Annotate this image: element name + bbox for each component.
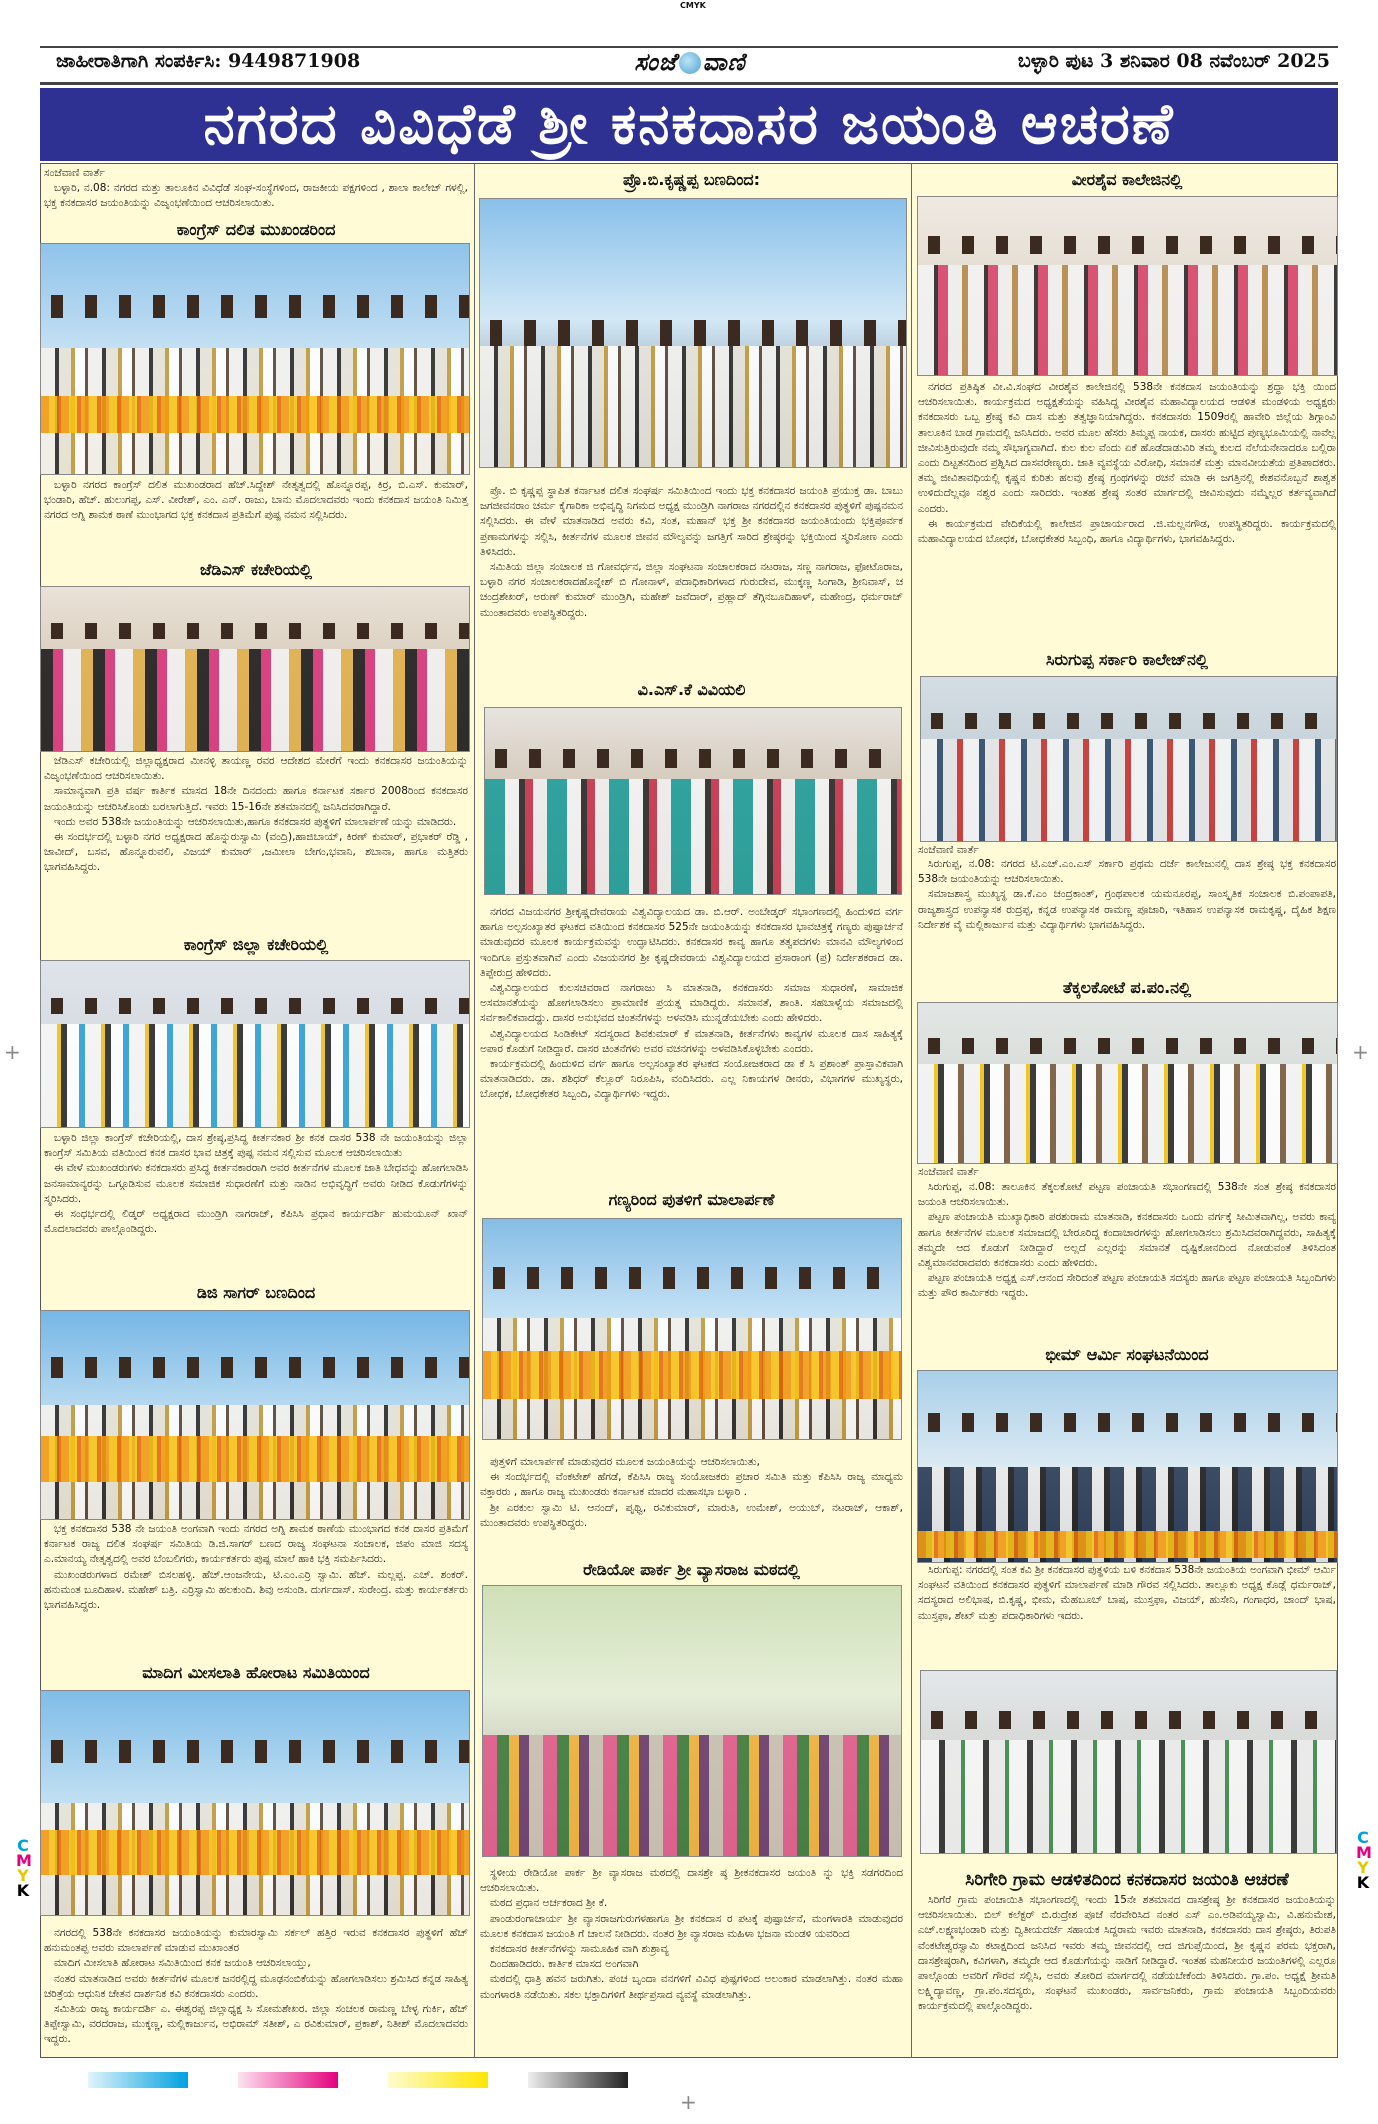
masthead-right: ವಾಣಿ [702,48,746,76]
photo-vyasaraja-matha [482,1585,902,1857]
article-body [44,478,468,524]
photo-tekkalakote-panchayat [917,1002,1338,1164]
section-headline: ಗಣ್ಯರಿಂದ ಪುತಳಿಗೆ ಮಾಲಾರ್ಪಣೆ [608,1190,775,1209]
paragraph: ಸಿರಿಗೆರೆ ಗ್ರಾಮ ಪಂಚಾಯಿತಿ ಸಭಾಂಗಣದಲ್ಲಿ ಇಂದು 15ನೇ ಶತಮಾನದ ದಾಸಶ್ರೇಷ್ಠ ಶ್ರೀ ಕನಕದಾಸರ ಜಯಂತಿಯನ್ನು ಆಚರಿಸಲಾಯಿತು. ಬಿಲ್ ಕಲೆಕ್ಟರ್ ಬಿ.ರುದ್ರೇಶ ಪೂಜೆ ನೆರವೇರಿಸಿದ ನಂತರ ಎಸ್ ಎಂ.ಅಡಿವಯ್ಯಸ್ವಾಮಿ, ವಿ.ಹನುಮೇಶ, ಎಚ್.ಲಕ್ಷ್ಮಣಭಂಡಾರಿ ಮತ್ತು ದ್ವಿತೀಯದರ್ಜೆ ಸಹಾಯಕ ಸಿದ್ದರಾಮ ಇವರು ಮಾತನಾಡಿ, ಕನಕದಾಸರು ದಾಸ ಶ್ರೇಷ್ಠರು, ತಿರುಪತಿ ವೆಂಕಟೇಶ್ವರಸ್ವಾಮಿ ಕಟಾಕ್ಷದಿಂದ ಜನಿಸಿದ ಇವರು ತಮ್ಮ ಜೀವನದಲ್ಲಿ ಆದ ಜಿಗುಪ್ಸೆಯಿಂದ, ಶ್ರೀ ಕೃಷ್ಣನ ಪರಮ ಭಕ್ತರಾಗಿ, ದಾಸಶ್ರೇಷ್ಠರಾಗಿ, ಕವಿಗಳಾಗಿ, ತಮ್ಮದೇ ಆದ ಕೊಡುಗೆಯನ್ನು ನಾಡಿಗೆ ನೀಡಿದ್ದಾರೆ. ಇಂತಹ ಮಹನೀಯರ ಜಯಂತಿಗಳಲ್ಲಿ ಎಲ್ಲರೂ ಪಾಲ್ಗೊಂಡು ಅವರಿಗೆ ಗೌರವ ಸಲ್ಲಿಸಿ, ಅವರು ತೋರಿದ ಮಾರ್ಗದಲ್ಲಿ ನಡೆಯಬೇಕೆಂದು ತಿಳಿಸಿದರು. ಗ್ರಾ.ಪಂ. ಅಧ್ಯಕ್ಷೆ ಶ್ರೀಮತಿ ಲಕ್ಷ್ಮಿದ್ಯಾವಣ್ಣ, ಗ್ರಾ.ಪಂ.ಸದಸ್ಯರು, ಸಂಘಟನೆ ಮುಖಂಡರು, ಸಾರ್ವಜನಿಕರು, ಗ್ರಾಮ ಪಂಚಾಯತಿ ಸಿಬ್ಬಂದಿಯವರು ಕಾರ್ಯಕ್ರಮದಲ್ಲಿ ಪಾಲ್ಗೊಂಡಿದ್ದರು. [918,1894,1336,2013]
paragraph: ಸಿರುಗುಪ್ಪ, ನ.08: ನಗರದ ಟಿ.ಎಚ್.ಎಂ.ಎಸ್ ಸರ್ಕಾರಿ ಪ್ರಥಮ ದರ್ಜೆ ಕಾಲೇಜುನಲ್ಲಿ ದಾಸ ಶ್ರೇಷ್ಠ ಭಕ್ತ ಕನಕದಾಸರ 538ನೇ ಜಯಂತಿಯನ್ನು ಆಚರಿಸಲಾಯಿತು. [918,858,1336,886]
section-headline: ವೀರಶೈವ ಕಾಲೇಜಿನಲ್ಲಿ [1071,170,1183,189]
cmyk-k: K [16,1881,30,1900]
cmyk-c: C [1357,1828,1369,1847]
photo-congress-dalit-leaders [40,243,470,475]
article-body [44,754,468,876]
article-body [918,857,1336,933]
paragraph: ವಿಶ್ವವಿದ್ಯಾಲಯದ ಸಿಂಡಿಕೇಟ್ ಸದಸ್ಯರಾದ ಶಿವಕುಮಾರ್ ಕೆ ಮಾತನಾಡಿ, ಕೀರ್ತನೆಗಳು ಕಾವ್ಯಗಳ ಮೂಲಕ ದಾಸ ಸಾಹಿತ್ಯಕ್ಕೆ ಅಪಾರ ಕೊಡುಗೆ ನೀಡಿದ್ದಾರೆ. ದಾಸರ ಚಿಂತನೆಗಳು ಅವರ ವಚನಗಳನ್ನು ಅಳವಡಿಸಿಕೊಳ್ಳಬೇಕು ಎಂದರು. [480,1027,903,1055]
paragraph: ಪಾಂಡುರಂಗಾಚಾರ್ಯ ಶ್ರೀ ವ್ಯಾಸರಾಜಗುರುಗಳಹಾಗೂ ಶ್ರೀ ಕನಕದಾಸ ರ ಪಟಕ್ಕೆ ಪುಷ್ಪಾರ್ಚನೆ, ಮಂಗಳಾರತಿ ಮಾಡುವುದರ ಮೂಲಕ ಕನಕದಾಸ ಜಯಂತಿ ಗೆ ಚಾಲನೆ ನೀಡಿದರು. ನಂತರ ಶ್ರೀ ವ್ಯಾಸರಾಜ ಮಹಿಳಾ ಭಜನಾ ಮಂಡಳಿ ಯವರಿಂದ [480,1912,903,1940]
black-color-bar [528,2072,628,2088]
article-body [918,1180,1336,1302]
paragraph: ಮಠದಲ್ಲಿ ಧಾತ್ರಿ ಹವನ ಜರುಗಿತು. ಪಂಚ ಬೃಂದಾ ವನಗಳಿಗೆ ವಿವಿಧ ಪುಷ್ಪಗಳಿಂದ ಅಲಂಕಾರ ಮಾಡಲಾಗಿತ್ತು. ನಂತರ ಮಹಾ ಮಂಗಳಾರತಿ ನಡೆಯಿತು. ಸಕಲ ಭಕ್ತಾದಿಗಳಿಗೆ ತೀರ್ಥಪ್ರಸಾದ ವ್ಯವಸ್ಥೆ ಮಾಡಲಾಗಿತ್ತು. [480,1973,903,2001]
photo-siruguppa-govt-college [920,676,1337,842]
paragraph: ಈ ಸಂದರ್ಭದಲ್ಲಿ ವೆಂಕಟೇಶ್ ಹೆಗಡೆ, ಕೆಪಿಸಿಸಿ ರಾಜ್ಯ ಸಂಯೋಜಕರು ಪ್ರಚಾರ ಸಮಿತಿ ಮತ್ತು ಕೆಪಿಸಿಸಿ ರಾಜ್ಯ ಮಾಧ್ಯಮ ವಕ್ತಾರರು , ಹಾಗೂ ರಾಜ್ಯ ಮುಖಂಡರು ಕರ್ನಾಟಕ ಮಾದರ ಮಹಾಸಭಾ ಬಳ್ಳಾರಿ . [480,1471,903,1499]
photo-bhim-army [917,1370,1338,1563]
paragraph: ಪಟ್ಟಣ ಪಂಚಾಯತಿ ಮುಖ್ಯಾಧಿಕಾರಿ ಪರಶುರಾಮ ಮಾತನಾಡಿ, ಕನಕದಾಸರು ಒಂದು ವರ್ಗಕ್ಕೆ ಸೀಮಿತವಾಗಿಲ್ಲ, ಅವರು ಕಾವ್ಯ ಹಾಗೂ ಕೀರ್ತನೆಗಳ ಮೂಲಕ ಸಮಾಜದಲ್ಲಿ ಬೇರೂರಿದ್ದ ಕಂದಾಚಾರಗಳನ್ನು ಹೋಗಲಾಡಿಸಲು ಶ್ರಮಿಸಿದವರಾಗಿದ್ದವರು, ಸಾಹಿತ್ಯಕ್ಕೆ ತಮ್ಮದೇ ಆದ ಕೊಡುಗೆ ನೀಡಿದ್ದಾರೆ ಅಲ್ಲದೆ ಎಲ್ಲರನ್ನು ಸಮಾನತೆ ದೃಷ್ಟಿಕೋನದಿಂದ ನೋಡುವಂತೆ ತಿಳಿಸಿದಂತ ವಿಶ್ವಮಾನವರಾದವರು ಕನಕದಾಸರು ಎಂದು ಹೇಳಿದರು. [918,1211,1336,1270]
paragraph: ಮುಖಂಡರುಗಳಾದ ರಮೇಶ್ ಬಿಸಲಹಳ್ಳಿ. ಹೆಚ್.ಆಂಜನೇಯ, ಟಿ.ಎಂ.ಎರ್ರಿ ಸ್ವಾಮಿ. ಹೆಚ್. ಮಲ್ಲಪ್ಪ. ಎಚ್. ಶಂಕರ್. ಹನುಮಂತ ಬೂದಿಹಾಳ. ಮಹೇಶ್ ಬತ್ರಿ. ಎರ್ರಿಸ್ವಾಮಿ ಹಲಕುಂದಿ. ಶಿವು ಅಸುಂಡಿ. ದುರ್ಗದಾಸ್. ಸುರೇಂದ್ರ. ಮತ್ತು ಕಾರ್ಯಕರ್ತರು ಭಾಗವಹಿಸಿದ್ದರು. [44,1568,468,1612]
article-body [918,1893,1336,2015]
section-headline: ಕಾಂಗ್ರೆಸ್ ಜಿಲ್ಲಾ ಕಚೇರಿಯಲ್ಲಿ [183,935,329,954]
paragraph: ಸಮಿತಿಯ ರಾಜ್ಯ ಕಾರ್ಯದರ್ಶಿ ಎ. ಈಶ್ವರಪ್ಪ ಜಿಲ್ಲಾಧ್ಯಕ್ಷ ಸಿ ಸೋಮಶೇಖರ. ಜಿಲ್ಲಾ ಸಂಚಲಕ ರಾಮಣ್ಣ ಬೇಳ್ಳ ಗುರ್ಕಿ, ಹೆಚ್ ತಿಪ್ಪೇಸ್ವಾಮಿ, ವರದರಾಜ, ಮುಕ್ಕಣ್ಣ, ಮಲ್ಲಿಕಾರ್ಜುನ, ಅಭಿರಾಮ್ ಸತೀಶ್, ಎ ರವಿಕುಮಾರ್, ಪ್ರಕಾಶ್, ನಿತೀಶ್ ಮೊದಲಾದವರು ಇದ್ದರು. [44,2003,468,2046]
paragraph: ನಗರದಲ್ಲಿ 538ನೇ ಕನಕದಾಸರ ಜಯಂತಿಯನ್ನು ಕುಮಾರಸ್ವಾಮಿ ಸರ್ಕಲ್ ಹತ್ತಿರ ಇರುವ ಕನಕದಾಸರ ಪುತ್ಥಳಿಗೆ ಹೆಚ್ ಹನುಮಂತಪ್ಪ ಅವರು ಮಾಲಾರ್ಪಣೆ ಮಾಡುವ ಮುಖಾಂತರ [44,1927,468,1955]
paragraph: ಪುತ್ತಳಿಗೆ ಮಾಲಾರ್ಪಣೆ ಮಾಡುವುದರ ಮೂಲಕ ಜಯಂತಿಯನ್ನು ಆಚರಿಸಲಾಯಿತು, [490,1456,760,1468]
section-headline: ಕಾಂಗ್ರೆಸ್ ದಲಿತ ಮುಖಂಡರಿಂದ [176,220,336,239]
section-headline: ಡಿಜಿ ಸಾಗರ್ ಬಣದಿಂದ [196,1283,316,1302]
paragraph: ಸಿರುಗುಪ್ಪ, ನ.08: ತಾಲೂಕಿನ ತೆಕ್ಕಲಕೋಟೆ ಪಟ್ಟಣ ಪಂಚಾಯತಿ ಸಭಾಂಗಣದಲ್ಲಿ 538ನೇ ಸಂತ ಶ್ರೇಷ್ಠ ಕನಕದಾಸರ ಜಯಂತಿ ಆಚರಿಸಲಾಯಿತು. [918,1181,1336,1209]
paragraph: ಕಾರ್ಯಕ್ರಮದಲ್ಲಿ ಹಿಂದುಳಿದ ವರ್ಗ ಹಾಗೂ ಅಲ್ಪಸಂಖ್ಯಾತರ ಘಟಕದ ಸಂಯೋಜಕರಾದ ಡಾ ಕೆ ಸಿ ಪ್ರಶಾಂತ್ ಪ್ರಾಸ್ತಾವಿಕವಾಗಿ ಮಾತನಾಡಿದರು. ಡಾ. ಶಶಿಧರ್ ಕೆಲ್ಲೂರ್ ನಿರೂಪಿಸಿ, ವಂದಿಸಿದರು. ಎಲ್ಲ ನಿಕಾಯಗಳ ಡೀನರು, ವಿಭಾಗಗಳ ಮುಖ್ಯಸ್ಥರು, ಬೋಧಕ, ಬೋಧಕೇತರ ಸಿಬ್ಬಂದಿ, ವಿದ್ಯಾರ್ಥಿಗಳು ಇದ್ದರು. [480,1058,903,1101]
section-headline: ಪ್ರೊ.ಬಿ.ಕೃಷ್ಣಪ್ಪ ಬಣದಿಂದ: [622,170,761,189]
paragraph: ಸ್ಥಳೀಯ ರೇಡಿಯೋ ಪಾರ್ಕ ಶ್ರೀ ವ್ಯಾಸರಾಜ ಮಠದಲ್ಲಿ ದಾಸಶ್ರೇ ಷ್ಠ ಶ್ರೀಕನಕದಾಸರ ಜಯಂತಿ ನ್ನು ಭಕ್ತಿ ಸಡಗರದಿಂದ ಆಚರಿಸಲಾಯಿತು. [480,1867,903,1895]
registration-mark: + [1352,1040,1369,1064]
cyan-color-bar [88,2072,188,2088]
dateline: ಸಂಜೆವಾಣಿ ವಾರ್ತೆ [918,1166,979,1178]
article-body [44,1131,468,1237]
cmyk-c: C [17,1836,29,1855]
paragraph: ಬಳ್ಳಾರಿ ಜಿಲ್ಲಾ ಕಾಂಗ್ರೆಸ್ ಕಚೇರಿಯಲ್ಲಿ, ದಾಸ ಶ್ರೇಷ್ಠ,ಪ್ರಸಿದ್ಧ ಕೀರ್ತನಕಾರ ಶ್ರೀ ಕನಕ ದಾಸರ 538 ನೇ ಜಯಂತಿಯನ್ನು ಜಿಲ್ಲಾ ಕಾಂಗ್ರೆಸ್ ಸಮಿತಿಯ ವತಿಯಿಂದ ಕನಕ ದಾಸರ ಭಾವ ಚಿತ್ರಕ್ಕೆ ಪುಷ್ಪ ನಮನ ಸಲ್ಲಿಸುವ ಮೂಲಕ ಆಚರಿಸಲಾಯಿತು [44,1132,468,1160]
section-headline: ಸಿರಿಗೇರಿ ಗ್ರಾಮ ಆಡಳಿತದಿಂದ ಕನಕದಾಸರ ಜಯಂತಿ ಆಚರಣೆ [965,1870,1289,1890]
paragraph: ಪ್ರೊ. ಬಿ ಕೃಷ್ಣಪ್ಪ ಸ್ಥಾಪಿತ ಕರ್ನಾಟಕ ದಲಿತ ಸಂಘರ್ಷ ಸಮಿತಿಯಿಂದ ಇಂದು ಭಕ್ತ ಕನಕದಾಸರ ಜಯಂತಿ ಪ್ರಯುಕ್ತ ಡಾ. ಬಾಬು ಜಗಜೀವನರಾಂ ಚರ್ಮ ಕೈಗಾರಿಕಾ ಅಭಿವೃದ್ಧಿ ನಿಗಮದ ಅಧ್ಯಕ್ಷ ಮುಂಡ್ರಿಗಿ ನಾಗರಾಜ ನಗರದಲ್ಲಿನ ಕನಕದಾಸರ ಪುತ್ಥಳಿಗೆ ಪುಷ್ಪನಮನ ಸಲ್ಲಿಸಿದರು. ಈ ವೇಳೆ ಮಾತನಾಡಿದ ಅವರು ಕವಿ, ಸಂತ, ಮಹಾನ್ ಭಕ್ತ ಶ್ರೀ ಕನಕದಾಸರ ಜಯಂತಿಯಂದು ಭಕ್ತಿಪೂರ್ವಕ ಪ್ರಣಾಮಗಳನ್ನು ಸಲ್ಲಿಸಿ, ಕೀರ್ತನೆಗಳ ಮೂಲಕ ಜೀವನ ಮೌಲ್ಯವನ್ನು ಜಗತ್ತಿಗೆ ಸಾರಿದ ಶ್ರೇಷ್ಠರನ್ನು ಭಕ್ತಿಯಿಂದ ಸ್ಮರಿಸೋಣ ಎಂದು ತಿಳಿಸಿದರು. [480,485,903,558]
yellow-color-bar [388,2072,488,2088]
paragraph: ಬಳ್ಳಾರಿ ನಗರದ ಕಾಂಗ್ರೆಸ್ ದಲಿತ ಮುಖಂಡರಾದ ಹೆಚ್.ಸಿದ್ದೇಶ್ ನೇತೃತ್ವದಲ್ಲಿ ಹೊನ್ನೂರಪ್ಪ, ಕಿರ್ರ, ಬಿ.ಎಸ್. ಕುಮಾರ್, ಭಂಡಾರಿ, ಹೆಚ್. ಹುಲುಗಪ್ಪ, ಎಸ್. ವೀರೇಶ್, ಎಂ. ಎನ್. ರಾಜು, ಬಾನು ಮೊದಲಾದವರು ಇಂದು ಕನಕದಾಸ ಜಯಂತಿ ನಿಮಿತ್ತ ನಗರದ ಅಗ್ನಿ ಶಾಮಕ ಠಾಣೆ ಮುಂಭಾಗದ ಭಕ್ತ ಕನಕದಾಸ ಪ್ರತಿಮೆಗೆ ಪುಷ್ಪ ನಮನ ಸಲ್ಲಿಸಿದರು. [44,479,468,522]
photo-prof-krishnappa-faction [479,198,907,468]
paragraph: ಜೆಡಿಎಸ್ ಕಚೇರಿಯಲ್ಲಿ ಜಿಲ್ಲಾಧ್ಯಕ್ಷರಾದ ಮೀನಳ್ಳಿ ತಾಯಣ್ಣ ರವರ ಆದೇಶದ ಮೇರೆಗೆ ಇಂದು ಕನಕದಾಸರ ಜಯಂತಿಯನ್ನು ವಿಜೃಂಭಣೆಯಿಂದ ಆಚರಿಸಲಾಯಿತು. [44,755,468,783]
article-body [480,484,903,621]
paragraph: ಬಳ್ಳಾರಿ, ನ.08: ನಗರದ ಮತ್ತು ತಾಲೂಕಿನ ವಿವಿಧೆಡೆ ಸಂಘ-ಸಂಸ್ಥೆಗಳಿಂದ, ರಾಜಕೀಯ ಪಕ್ಷಗಳಿಂದ , ಶಾಲಾ ಕಾಲೇಜ್ ಗಳಲ್ಲಿ, ಭಕ್ತ ಕನಕದಾಸರ ಜಯಂತಿಯನ್ನು ವಿಜೃಂಭಣೆಯಿಂದ ಆಚರಿಸಲಾಯಿತು. [44,182,468,210]
paragraph: ಶ್ರೀ ಎರಕುಲ ಸ್ವಾಮಿ ಟಿ. ಆನಂದ್, ಪೃಥ್ವಿ, ರವಿಕುಮಾರ್, ಮಾರುತಿ, ಉಮೇಶ್, ಅಯುಬ್, ನಟರಾಜ್, ಆಕಾಶ್, ಮುಂತಾದವರು ಉಪಸ್ಥಿತರಿದ್ದರು. [480,1501,903,1529]
paragraph: ನಂತರ ಮಾತನಾಡಿದ ಅವರು ಕೀರ್ತನೆಗಳ ಮೂಲಕ ಜನರಲ್ಲಿದ್ದ ಮೂಢನಂಬಿಕೆಯನ್ನು ಹೋಗಲಾಡಿಸಲು ಶ್ರಮಿಸಿದ ಕನ್ನಡ ಸಾಹಿತ್ಯ ಚರಿತ್ರೆಯ ಆಧುನಿಕ ಚೇತನ ದಾರ್ಶನಿಕ ಕವಿ ಕನಕದಾಸರು ಎಂದರು. [44,1972,468,2000]
photo-congress-district-office [40,960,470,1128]
article-body [918,1563,1336,1624]
paragraph: ಮಾದಿಗ ಮೀಸಲಾತಿ ಹೋರಾಟ ಸಮಿತಿಯಿಂದ ಕನಕ ಜಯಂತಿ ಆಚರಿಸಲಾಯ್ತು, [54,1957,311,1970]
left-cmyk-mark [16,1838,30,1898]
paragraph: ವಿಶ್ವವಿದ್ಯಾಲಯದ ಕುಲಸಚಿವರಾದ ನಾಗರಾಜು ಸಿ ಮಾತನಾಡಿ, ಕನಕದಾಸರು ಸಮಾಜ ಸುಧಾರಣೆ, ಸಾಮಾಜಿಕ ಅಸಮಾನತೆಯನ್ನು ಹೋಗಲಾಡಿಸಲು ಪ್ರಾಮಾಣಿಕ ಪ್ರಯತ್ನ ಮಾಡಿದ್ದರು. ಸಮಾನತೆ, ಶಾಂತಿ. ಸಹಬಾಳ್ವೆಯ ಸಮಾಜದಲ್ಲಿ ಸರ್ವಕಾಲಿಕವಾದದ್ದು. ದಾಸರ ಅನುಭವದ ಚಿಂತನೆಗಳನ್ನು ಅಳವಡಿಸಿ ಮುನ್ನಡೆಯಬೇಕು ಎಂದು ಹೇಳಿದರು. [480,982,903,1025]
paragraph: ಇಂದು ಅವರ 538ನೇ ಜಯಂತಿಯನ್ನು ಆಚರಿಸಲಾಯಿತು,ಹಾಗೂ ಕನಕದಾಸರ ಪುತ್ಥಳಿಗೆ ಮಾಲಾರ್ಪಣೆ ಯನ್ನು ಮಾಡಿದರು. [54,815,457,828]
article-body [918,380,1336,547]
paragraph: ಈ ವೇಳೆ ಮುಖಂಡರುಗಳು ಕನಕದಾಸರು ಪ್ರಸಿದ್ಧ ಕೀರ್ತನಕಾರರಾಗಿ ಅವರ ಕೀರ್ತನೆಗಳ ಮೂಲಕ ಜಾತಿ ಬೇಧವನ್ನು ಹೋಗಲಾಡಿಸಿ ಜನಸಾಮಾನ್ಯರನ್ನು ಒಗ್ಗೂಡಿಸುವ ಮೂಲಕ ಸಮಾಜಿಕ ಸುಧಾರಣೆಗೆ ಮತ್ತು ನಾಡಿನ ಅಭಿವೃದ್ಧಿಗೆ ಅವರು ನೀಡಿದ ಕೊಡುಗೆಗಳನ್ನು ಸ್ಮರಿಸಿದರು. [44,1162,468,1205]
photo-veerashaiva-college [917,196,1338,376]
article-body [480,905,903,1103]
cmyk-m: M [1356,1843,1372,1862]
cmyk-m: M [16,1851,32,1870]
intro-text [44,181,468,211]
banner-headline: ನಗರದ ವಿವಿಧೆಡೆ ಶ್ರೀ ಕನಕದಾಸರ ಜಯಂತಿ ಆಚರಣೆ [40,88,1338,161]
column-divider [911,163,912,2058]
section-headline: ಜೆಡಿಎಸ್ ಕಚೇರಿಯಲ್ಲಿ [199,560,313,579]
section-headline: ಸಿರುಗುಪ್ಪ ಸರ್ಕಾರಿ ಕಾಲೇಜ್‌ನಲ್ಲಿ [1046,650,1208,669]
right-cmyk-mark [1356,1830,1370,1890]
paragraph: ಈ ಸಂಧರ್ಭದಲ್ಲಿ ಲಿಡ್ಕರ್ ಅಧ್ಯಕ್ಷರಾದ ಮುಂಡ್ರಿಗಿ ನಾಗರಾಜ್, ಕೆಪಿಸಿಸಿ ಪ್ರಧಾನ ಕಾರ್ಯದರ್ಶಿ ಹುಮಯೂನ್ ಖಾನ್ ಮೊದಲಾದವರು ಪಾಲ್ಗೊಂಡಿದ್ದರು. [44,1208,468,1236]
article-body [480,1866,903,2003]
paragraph: ಭಕ್ತ ಕನಕದಾಸರ 538 ನೇ ಜಯಂತಿ ಅಂಗವಾಗಿ ಇಂದು ನಗರದ ಅಗ್ನಿ ಶಾಮಕ ಠಾಣೆಯ ಮುಂಭಾಗದ ಕನಕ ದಾಸರ ಪ್ರತಿಮೆಗೆ ಕರ್ನಾಟಕ ರಾಜ್ಯ ದಲಿತ ಸಂಘರ್ಷ ಸಮಿತಿಯ ಡಿ.ಜಿ.ಸಾಗರ್ ಬಣದ ರಾಜ್ಯ ಸಂಘಟನಾ ಸಂಚಾಲಕ, ಜಿಪಂ ಮಾಜಿ ಸದಸ್ಯ ಎ.ಮಾನಯ್ಯ ನೇತೃತ್ವದಲ್ಲಿ ಅವರ ಬೆಂಬಲಿಗರು, ಕಾರ್ಯಕರ್ತರು ಪುಷ್ಪ ಮಾಲೆ ಹಾಕಿ ಭಕ್ತಿ ಸಮರ್ಪಿಸಿದರು. [44,1523,468,1566]
section-headline: ಭೀಮ್ ಆರ್ಮಿ ಸಂಘಟನೆಯಿಂದ [1045,1345,1209,1364]
section-headline: ವಿ.ಎಸ್.ಕೆ ವಿವಿಯಲಿ [637,680,746,699]
registration-mark: + [680,2090,697,2114]
photo-dignitaries-garlanding [482,1218,902,1440]
paragraph: ಪಟ್ಟಣ ಪಂಚಾಯತಿ ಅಧ್ಯಕ್ಷ ಎಸ್.ಆನಂದ ಸೇರಿದಂತೆ ಪಟ್ಟಣ ಪಂಚಾಯತಿ ಸದಸ್ಯರು ಹಾಗೂ ಪಟ್ಟಣ ಪಂಚಾಯತಿ ಸಿಬ್ಬಂದಿಗಳು ಮತ್ತು ಪೌರ ಕಾರ್ಮಿಕರು ಇದ್ದರು. [918,1272,1336,1300]
paragraph: ನಗರದ ವಿಜಯನಗರ ಶ್ರೀಕೃಷ್ಣದೇವರಾಯ ವಿಶ್ವವಿದ್ಯಾಲಯದ ಡಾ. ಬಿ.ಆರ್. ಅಂಬೇಡ್ಕರ್ ಸಭಾಂಗಣದಲ್ಲಿ ಹಿಂದುಳಿದ ವರ್ಗ ಹಾಗೂ ಅಲ್ಪಸಂಖ್ಯಾತರ ಘಟಕದ ವತಿಯಿಂದ ಕನಕದಾಸರ 525ನೇ ಜಯಂತಿಯನ್ನು ಕನಕದಾಸರ ಭಾವಚಿತ್ರಕ್ಕೆ ಗಣ್ಯರು ಪುಷ್ಪಾರ್ಚನೆ ಮಾಡುವುದರ ಮೂಲಕ ಕಾರ್ಯಕ್ರಮವನ್ನು ಉದ್ಘಾಟಿಸಿದರು. ಕನಕದಾಸರ ಕಾವ್ಯ ಹಾಗೂ ತತ್ವಪದಗಳು ಮಾನವಿ ಮೌಲ್ಯಗಳಿಂದ ಇಂದಿಗೂ ಪ್ರಸ್ತುತವಾಗಿವೆ ಎಂದು ವಿಜಯನಗರ ಶ್ರೀ ಕೃಷ್ಣದೇವರಾಯ ವಿಶ್ವವಿದ್ಯಾಲಯದ ಪ್ರಸಾರಾಂಗ (ಪ್ರ) ನಿರ್ದೇಶಕರಾದ ಡಾ. ತಿಪ್ಪೇರುದ್ರ ಹೇಳಿದರು. [480,906,903,979]
section-headline: ಮಾದಿಗ ಮೀಸಲಾತಿ ಹೋರಾಟ ಸಮಿತಿಯಿಂದ [142,1663,370,1682]
cmyk-y: Y [17,1866,29,1885]
paragraph: ಸಾಮಾನ್ಯವಾಗಿ ಪ್ರತಿ ವರ್ಷ ಕಾರ್ತಿಕ ಮಾಸದ 18ನೇ ದಿನದಂದು ಹಾಗೂ ಕರ್ನಾಟಕ ಸರ್ಕಾರ 2008ರಿಂದ ಕನಕದಾಸರ ಜಯಂತಿಯನ್ನು ಆಚರಿಸಿಕೊಂಡು ಬರಲಾಗುತ್ತಿದೆ. ಇವರು 15-16ನೇ ಶತಮಾನದಲ್ಲಿ ಜನಿಸಿದವರಾಗಿದ್ದಾರೆ. [44,785,468,813]
cmyk-k: K [1356,1873,1370,1892]
photo-madiga-reservation-committee [40,1690,470,1916]
section-headline: ತೆಕ್ಕಲಕೋಟೆ ಪ.ಪಂ.ನಲ್ಲಿ [1062,978,1192,997]
article-body [480,1455,903,1531]
photo-vsk-university [484,707,902,895]
header-rule-bottom [40,82,1338,85]
top-cmyk-mark: CMYK [680,1,706,10]
paragraph: ನಗರದ ಪ್ರತಿಷ್ಠಿತ ವೀ.ವಿ.ಸಂಘದ ವೀರಶೈವ ಕಾಲೇಜಿನಲ್ಲಿ 538ನೇ ಕನಕದಾಸ ಜಯಂತಿಯನ್ನು ಶ್ರದ್ಧಾ ಭಕ್ತಿ ಯಿಂದ ಆಚರಿಸಲಾಯಿತು. ಕಾರ್ಯಕ್ರಮದ ಅಧ್ಯಕ್ಷತೆಯನ್ನು ವಹಿಸಿದ್ದ ವೀರಶೈವ ಮಹಾವಿದ್ಯಾಲಯದ ಆಡಳಿತ ಮಂಡಳಿಯ ಅಧ್ಯಕ್ಷರು ಕನಕದಾಸರು ಒಬ್ಬ ಶ್ರೇಷ್ಠ ಕವಿ ದಾಸ ಮತ್ತು ತತ್ವಜ್ಞಾನಿಯಾಗಿದ್ದರು. ಕನಕದಾಸರು 1509ರಲ್ಲಿ ಹಾವೇರಿ ಜಿಲ್ಲೆಯ ಶಿಗ್ಗಾಂವಿ ತಾಲೂಕಿನ ಬಾಡ ಗ್ರಾಮದಲ್ಲಿ ಜನಿಸಿದರು. ಅವರ ಮೂಲ ಹೆಸರು ತಿಮ್ಮಪ್ಪ ನಾಯಕ, ದಾಸರು ಹುಟ್ಟಿದ ಪುಣ್ಯಭೂಮಿಯಲ್ಲಿ ನಾವೆಲ್ಲ ಜೀವಿಸುತ್ತಿರುವುದೇ ನಮ್ಮ ಸೌಭಾಗ್ಯವಾಗಿದೆ. ಕುಲ ಕುಲ ವೆಂದು ಏಕೆ ಹೊಡೆದಾಡುವಿರಿ ತಮ್ಮ ಕುಲದ ನೆಲೆಯನೇನಾದರೂ ಬಲ್ಲಿರಾ ಎಂದು ದಿಟ್ಟತನದಿಂದ ಪ್ರಶ್ನಿಸಿದ ದಾಸವರೇಣ್ಯರು. ಜಾತಿ ವ್ಯವಸ್ಥೆಯ ವಿರೋಧಿ, ಸಮಾನತೆ ಮತ್ತು ಮಾನವೀಯತೆಯ ಪ್ರತಿಪಾದಕರು. ತಮ್ಮ ಜೀವಿತಾವಧಿಯಲ್ಲಿ ಕೃಷ್ಣನ ಕುರಿತು ಹಲವು ಶ್ರೇಷ್ಠ ಗ್ರಂಥಗಳನ್ನು ರಚನೆ ಮಾಡಿ ಈ ಜಗತ್ತಿನಲ್ಲಿ ಕೇಶವನೊಬ್ಬನೆ ಶಾಶ್ವತ ಉಳಿದುದೆಲ್ಲವೂ ನಶ್ವರ ಎಂದು ಸಾರಿದರು. ಇಂತಹ ಶ್ರೇಷ್ಠ ಸಂತರ ಮಾರ್ಗದಲ್ಲಿ ಜೀವಿಸುವುದು ನಮ್ಮೆಲ್ಲರ ಕರ್ತವ್ಯವಾಗಿದೆ ಎಂದರು. [918,381,1336,515]
ad-contact: ಜಾಹೀರಾತಿಗಾಗಿ ಸಂಪರ್ಕಿಸಿ: 9449871908 [56,50,361,72]
section-headline: ರೇಡಿಯೋ ಪಾರ್ಕ ಶ್ರೀ ವ್ಯಾಸರಾಜ ಮಠದಲ್ಲಿ [583,1560,800,1579]
paragraph: ಈ ಸಂದರ್ಭದಲ್ಲಿ ಬಳ್ಳಾರಿ ನಗರ ಅಧ್ಯಕ್ಷರಾದ ಹೊನ್ನುರುಸ್ವಾಮಿ (ವಂದ್ರಿ),ಹಾಜಿಬಾಯ್, ಕಿರಣ್ ಕುಮಾರ್, ಪ್ರಭಾಕರ್ ರೆಡ್ಡಿ , ಜಾವೀದ್, ಬಸವ, ಹೊನ್ನೂರುವಲಿ, ವಿಜಯ್ ಕುಮಾರ್ ,ಜಮೀಲಾ ಬೇಗಂ,ಭವಾನಿ, ಶಬಾನಾ, ಹಾಗೂ ಮತ್ತಿತರು ಭಾಗವಹಿಸಿದ್ದರು. [44,831,468,874]
masthead-left: ಸಂಜೆ [634,48,677,76]
paragraph: ಕನಕದಾಸರ ಕೀರ್ತನೆಗಳನ್ನು ಸಾಮೂಹಿಕ ವಾಗಿ ಶುಶ್ರಾವ್ಯ [490,1943,669,1956]
dateline: ಸಂಜೆವಾಣಿ ವಾರ್ತೆ [918,844,979,856]
magenta-color-bar [238,2072,338,2088]
article-body [44,1522,468,1613]
registration-mark: + [4,1040,21,1064]
masthead-logo [600,48,780,76]
article-body [44,1926,468,2048]
column-divider [474,163,475,2058]
cmyk-y: Y [1357,1858,1369,1877]
page-info: ಬಳ್ಳಾರಿ ಪುಟ 3 ಶನಿವಾರ 08 ನವೆಂಬರ್ 2025 [1017,50,1330,72]
paragraph: ಸಮಿತಿಯ ಜಿಲ್ಲಾ ಸಂಚಾಲಕ ಜಿ ಗೋವರ್ಧನ, ಜಿಲ್ಲಾ ಸಂಘಟನಾ ಸಂಚಾಲಕರಾದ ನಟರಾಜ, ಸಣ್ಣ ನಾಗರಾಜ, ಫೋಟೊರಾಜ, ಬಳ್ಳಾರಿ ನಗರ ಸಂಚಾಲಕರಾದಹೊನ್ನೇಶ್ ಬಿ ಗೋನಾಳ್, ಪದಾಧಿಕಾರಿಗಳಾದ ಗುರುದೇವ, ಮುಕ್ಕಣ್ಣ ಸಿಂಗಾಡಿ, ಶ್ರೀನಿವಾಸ್, ಚ ಚಂದ್ರಶೇಖರ್, ಅರುಣ್ ಕುಮಾರ್ ಮುಂಡ್ರಿಗಿ, ಮಹೇಶ್ ಜವೆದಾರ್, ಪ್ರಹ್ಲಾದ್ ತೆಗ್ಗಿನಬೂದಿಹಾಳ್, ಮಹೇಂದ್ರ, ಧರ್ಮರಾಜ್ ಮುಂತಾದವರು ಉಪಸ್ಥಿತರಿದ್ದರು. [480,561,903,619]
paragraph: ಮಠದ ಪ್ರಧಾನ ಅರ್ಚಕರಾದ ಶ್ರೀ ಕೆ. [490,1897,608,1910]
photo-dg-sagar-faction [40,1310,470,1520]
dateline: ಸಂಜೆವಾಣಿ ವಾರ್ತೆ [44,167,105,179]
photo-jds-office [40,586,470,752]
paragraph: ಈ ಕಾರ್ಯಕ್ರಮದ ವೇದಿಕೆಯಲ್ಲಿ ಕಾಲೇಜಿನ ಪ್ರಾಚಾರ್ಯರಾದ .ಜಿ.ಮಲ್ಲನಗೌಡ, ಉಪಸ್ಥಿತರಿದ್ದರು. ಕಾರ್ಯಕ್ರಮದಲ್ಲಿ ಮಹಾವಿದ್ಯಾಲಯದ ಬೋಧಕ, ಬೋಧಕೇತರ ಸಿಬ್ಬಂಧಿ, ಹಾಗೂ ವಿದ್ಯಾರ್ಥಿಗಳು, ಭಾಗವಹಿಸಿದ್ದರು. [918,517,1336,546]
photo-sirigeri-panchayat [920,1670,1337,1854]
paragraph: ದಿಂದಹಾಡಿದರು. ಕಾರ್ತಿಕ ಮಾಸದ ಅಂಗವಾಗಿ [490,1958,639,1971]
paragraph: ಸಮಾಜಶಾಸ್ತ್ರ ಮುಖ್ಯಸ್ಥ ಡಾ.ಕೆ.ಎಂ ಚಂದ್ರಕಾಂತ್, ಗ್ರಂಥಪಾಲಕ ಯಮನೂರಪ್ಪ, ಸಾಂಸ್ಕೃತಿಕ ಸಂಚಾಲಕ ಬಿ.ಪಂಪಾಪತಿ, ರಾಜ್ಯಶಾಸ್ತ್ರದ ಉಪನ್ಯಾಸಕ ರುದ್ರಪ್ಪ, ಕನ್ನಡ ಉಪನ್ಯಾಸಕ ರಾಮಣ್ಣ ಪೂಜಾರಿ, ಇತಿಹಾಸ ಉಪನ್ಯಾಸಕ ರಾಮಕೃಷ್ಣ, ದೈಹಿಕ ಶಿಕ್ಷಣ ನಿರ್ದೇಶಕ ವೈ ಮಲ್ಲಿಕಾರ್ಜುನ ಮತ್ತು ವಿದ್ಯಾರ್ಥಿಗಳು ಭಾಗವಹಿಸಿದ್ದರು. [918,888,1336,931]
paragraph: ಸಿರುಗುಪ್ಪ: ನಗರದಲ್ಲಿ ಸಂತ ಕವಿ ಶ್ರೀ ಕನಕದಾಸರ ಪುತ್ಥಳಿಯ ಬಳಿ ಕನಕದಾಸ 538ನೇ ಜಯಂತಿಯ ಅಂಗವಾಗಿ ಭೀಮ್ ಆರ್ಮಿ ಸಂಘಟನೆ ವತಿಯಿಂದ ಕನಕದಾಸರ ಪುತ್ಥಳಿಗೆ ಮಾಲಾರ್ಪಣೆ ಮಾಡಿ ಗೌರವ ಸಲ್ಲಿಸಿದರು. ತಾಲ್ಲೂಕು ಅಧ್ಯಕ್ಷ ಕೊಡ್ಲೆ ಧರ್ಮರಾಜ್, ಸದಸ್ಯರಾದ ಅಲಿಭಾಷ, ಬಿ.ಕೃಷ್ಣ, ಭೀಮ, ಮೆಹಬೂಬ್ ಬಾಷ, ಮುಸ್ತಫಾ, ವಿಜಯ್, ಹುಸೇನಿ, ಗಂಗಾಧರ, ಚಾಂದ್ ಭಾಷ, ಮುಸ್ತಫಾ, ಶೇಖ್ ಮತ್ತು ಪದಾಧಿಕಾರಿಗಳು ಇದರು. [918,1564,1336,1622]
globe-icon [679,52,701,74]
